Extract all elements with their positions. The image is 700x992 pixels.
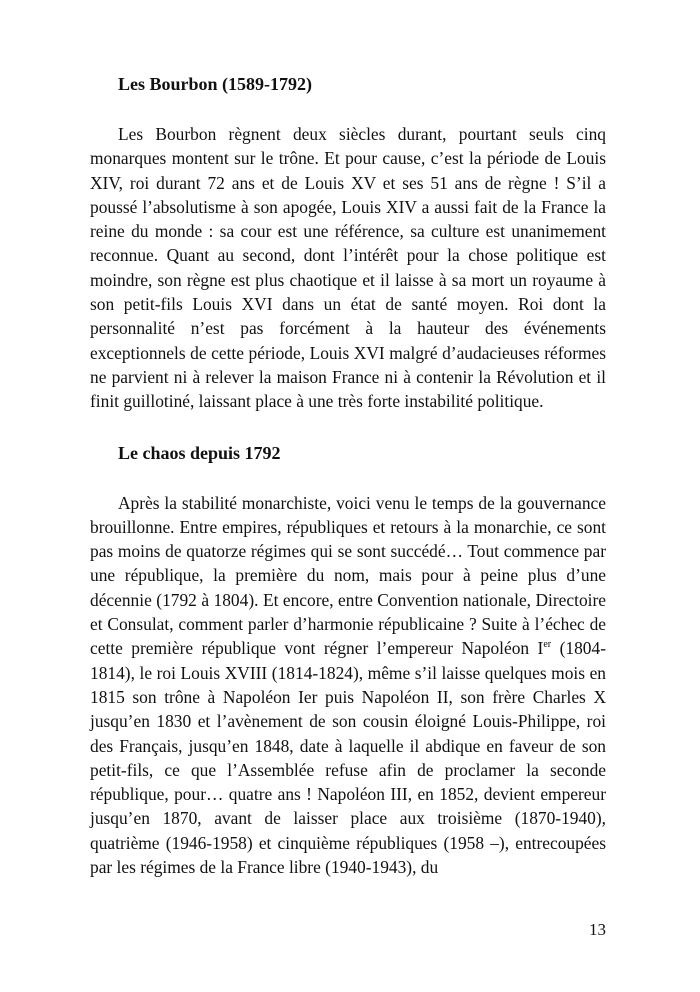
section-heading-chaos: Le chaos depuis 1792 [118,442,281,463]
page-content [90,72,606,879]
paragraph-chaos-part1: Après la stabilité monarchiste, voici venu le temps de la gouvernance brouillonne. Entre empires, républiques et retours à la monarchie, ce sont pas moins de quatorze régimes qui se sont succédé… Tout commence par une république, la première du nom, mais pour à peine plus d’une décennie (1792 à 1804). Et encore, entre Convention nationale, Directoire et Consulat, comment parler d’harmonie républicaine ? Suite à l’échec de cette première république vont régner l’empereur Napoléon I [90,492,606,659]
paragraph-chaos-part2: (1804-1814), le roi Louis XVIII (1814-1824), même s’il laisse quelques mois en 1815 son trône à Napoléon Ier puis Napoléon II, son frère Charles X jusqu’en 1830 et l’avènement de son cousin éloigné Louis-Philippe, roi des Français, jusqu’en 1848, date à laquelle il abdique en faveur de son petit-fils, ce que l’Assemblée refuse afin de proclamer la seconde république, pour… quatre ans ! Napoléon III, en 1852, devient empereur jusqu’en 1870, avant de laisser place aux troisième (1870-1940), quatrième (1946-1958) et cinquième républiques (1958 –), entrecoupées par les régimes de la France libre (1940-1943), du [90,638,606,878]
superscript-er: er [543,639,552,651]
page-number: 13 [589,920,606,939]
paragraph-bourbon: Les Bourbon règnent deux siècles durant, pourtant seuls cinq monarques montent sur le trône. Et pour cause, c’est la période de Louis XIV, roi durant 72 ans et de Louis XV et ses 51 ans de règne ! S’il a poussé l’absolutisme à son apogée, Louis XIV a aussi fait de la France la reine du monde : sa cour est une référence, sa culture est unanimement reconnue. Quant au second, dont l’intérêt pour la chose politique est moindre, son règne est plus chaotique et il laisse à sa mort un royaume à son petit-fils Louis XVI dans un état de santé moyen. Roi dont la personnalité n’est pas forcément à la hauteur des événements exceptionnels de cette période, Louis XVI malgré d’audacieuses réformes ne parvient ni à relever la maison France ni à contenir la Révolution et il finit guillotiné, laissant place à une très forte instabilité politique. [90,124,606,412]
section-heading-bourbon: Les Bourbon (1589-1792) [118,74,313,94]
paragraph-chaos [90,491,606,880]
